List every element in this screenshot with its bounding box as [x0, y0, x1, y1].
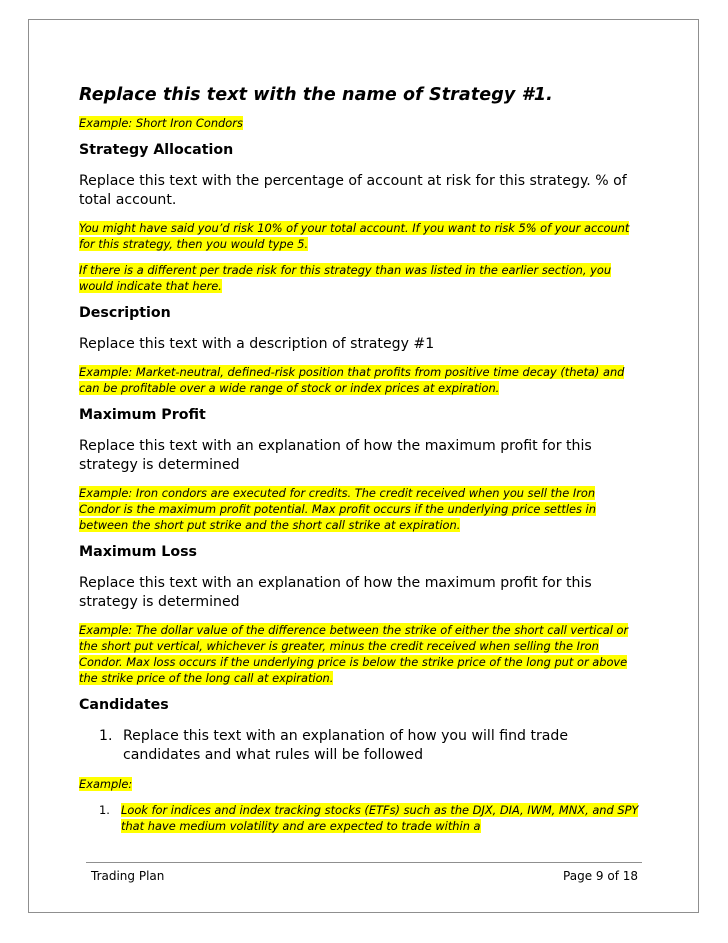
strategy-title[interactable]: Replace this text with the name of Strategy #1. [79, 85, 553, 105]
description-example [79, 364, 639, 396]
footer-document-title: Trading Plan [91, 869, 165, 883]
allocation-heading[interactable]: Strategy Allocation [79, 142, 234, 158]
example-list-number: 1. [99, 803, 110, 817]
max-profit-example [79, 485, 639, 533]
allocation-example-1 [79, 220, 639, 252]
max-loss-body[interactable]: Replace this text with an explanation of how the maximum profit for this strategy is determined [79, 575, 592, 610]
allocation-body[interactable]: Replace this text with the percentage of account at risk for this strategy. % of total account. [79, 173, 627, 208]
strategy-example [79, 115, 639, 131]
max-loss-heading[interactable]: Maximum Loss [79, 544, 197, 560]
candidates-example-label-text[interactable]: Example: [79, 777, 133, 791]
footer-divider [86, 862, 642, 863]
description-example-text[interactable]: Example: Market-neutral, defined-risk position that profits from positive time decay (theta) and can be profitable over a wide range of stock or index prices at expiration. [79, 365, 625, 395]
candidates-example-list-item [79, 802, 639, 834]
candidates-example-label [79, 776, 639, 792]
description-body[interactable]: Replace this text with a description of strategy #1 [79, 336, 435, 352]
candidates-heading[interactable]: Candidates [79, 697, 169, 713]
description-heading[interactable]: Description [79, 305, 171, 321]
max-profit-example-text[interactable]: Example: Iron condors are executed for credits. The credit received when you sell the Iron Condor is the maximum profit potential. Max profit occurs if the underlying price settles in between the short put strike and the short call strike at expiration. [79, 486, 596, 532]
max-loss-example [79, 622, 639, 686]
allocation-example-1-text[interactable]: You might have said you’d risk 10% of your total account. If you want to risk 5% of your account for this strategy, then you would type 5. [79, 221, 630, 251]
allocation-example-2 [79, 262, 639, 294]
candidates-item-text[interactable]: Replace this text with an explanation of how you will find trade candidates and what rules will be followed [123, 728, 569, 763]
allocation-example-2-text[interactable]: If there is a different per trade risk for this strategy than was listed in the earlier section, you would indicate that here. [79, 263, 612, 293]
candidates-list-item [79, 727, 639, 765]
max-profit-heading[interactable]: Maximum Profit [79, 407, 206, 423]
max-profit-body[interactable]: Replace this text with an explanation of how the maximum profit for this strategy is determined [79, 438, 592, 473]
footer-page-number: Page 9 of 18 [563, 869, 638, 883]
page-content [79, 84, 639, 834]
list-number: 1. [99, 728, 113, 744]
max-loss-example-text[interactable]: Example: The dollar value of the difference between the strike of either the short call vertical or the short put vertical, whichever is greater, minus the credit received when selling the Iron Condor. Max loss occurs if the underlying price is below the strike price of the long put or above the strike price of the long call at expiration. [79, 623, 629, 685]
candidates-example-item-text[interactable]: Look for indices and index tracking stocks (ETFs) such as the DJX, DIA, IWM, MNX, and SPY that have medium volatility and are expected to trade within a [121, 803, 639, 833]
strategy-example-text[interactable]: Example: Short Iron Condors [79, 116, 243, 130]
